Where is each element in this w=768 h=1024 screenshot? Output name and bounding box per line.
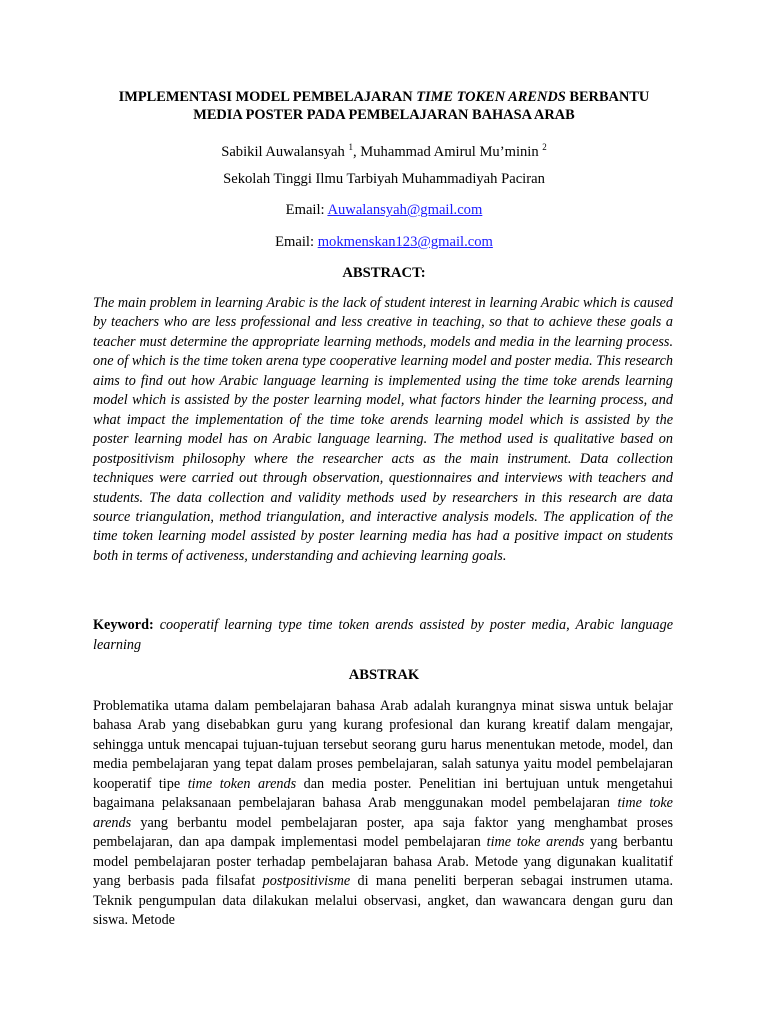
email-label: Email: [275,234,318,250]
title-line-2: MEDIA POSTER PADA PEMBELAJARAN BAHASA ARAB [193,107,575,123]
abstrak-body [93,697,673,930]
abstrak-text-4: yang berbantu model pembelajaran poster terhadap pembelajaran bahasa Arab. Metode yang digunakan kualitatif yang berbasis pada filsafat [93,834,673,890]
author-1: Sabikil Auwalansyah [221,143,349,160]
email-link-2[interactable]: mokmenskan123@gmail.com [317,234,493,250]
abstrak-italic-1: time token arends [187,775,297,792]
email-label: Email: [285,202,328,218]
abstrak-text-1: Problematika utama dalam pembelajaran bahasa Arab adalah kurangnya minat siswa untuk belajar bahasa Arab yang disebabkan guru yang kurang profesional dan kurang kreatif dalam mengajar, sehingga untuk mencapai tujuan-tujuan tersebut seorang guru harus menentukan metode, model, dan media pembelajaran yang tepat dalam proses pembelajaran, salah satunya yaitu model pembelajaran kooperatif tipe [93,698,673,792]
authors-line [80,138,688,161]
abstrak-italic-2: time toke arends [93,795,673,831]
title-line-1 [80,88,688,106]
keyword-text: cooperatif learning type time token arends assisted by poster media, Arabic language learning [93,617,673,653]
author-2-affiliation-mark: 2 [542,142,547,152]
abstrak-italic-3: time toke arends [486,834,585,851]
author-1-affiliation-mark: 1 [348,142,353,152]
title-text-a: IMPLEMENTASI MODEL PEMBELAJARAN [118,89,417,105]
paper-title [80,88,688,124]
abstrak-text-2: dan media poster. Penelitian ini bertujuan untuk mengetahui bagaimana pelaksanaan pembelajaran bahasa Arab menggunakan model pembelajaran [93,775,673,812]
keyword-label: Keyword: [93,617,154,633]
author-2: , Muhammad Amirul Mu’minin [352,143,543,160]
abstract-heading: ABSTRACT: [342,265,426,281]
abstrak-text-5: di mana peneliti berperan sebagai instrumen utama. Teknik pengumpulan data dilakukan melalui observasi, angket, dan wawancara dengan guru dan siswa. Metode [93,873,673,928]
abstrak-heading: ABSTRAK [348,667,420,683]
email-link-1[interactable]: Auwalansyah@gmail.com [327,202,483,218]
abstrak-text-3: yang berbantu model pembelajaran poster, apa saja faktor yang menghambat proses pembelajaran, dan apa dampak implementasi model pembelajaran [93,814,673,851]
email-line-1 [80,201,688,219]
abstract-body: The main problem in learning Arabic is the lack of student interest in learning Arabic which is caused by teachers who are less professional and less creative in teaching, so that to achieve these goals a teacher must determine the appropriate learning methods, models and media in the learning process. one of which is the time token arena type cooperative learning model and poster media. This research aims to find out how Arabic language learning is implemented using the time toke arends learning model which is assisted by the poster learning model, what factors hinder the learning process, and what impact the implementation of the time toke arends learning model which is assisted by the poster learning model has on Arabic language learning. The method used is qualitative based on postpositivism philosophy where the researcher acts as the main instrument. Data collection techniques were carried out through observation, questionnaires and interviews with teachers and students. The data collection and validity methods used by researchers in this research are data source triangulation, method triangulation, and interactive analysis models. The application of the time token learning model assisted by poster learning media has had a positive impact on students both in terms of activeness, understanding and achieving learning goals. [93,295,673,564]
keyword-paragraph [93,616,673,655]
email-line-2 [80,233,688,251]
abstrak-italic-4: postpositivisme [262,873,351,890]
affiliation: Sekolah Tinggi Ilmu Tarbiyah Muhammadiyah Paciran [223,171,545,187]
title-text-c: BERBANTU [565,89,650,105]
title-italic-method: TIME TOKEN ARENDS [416,89,566,105]
